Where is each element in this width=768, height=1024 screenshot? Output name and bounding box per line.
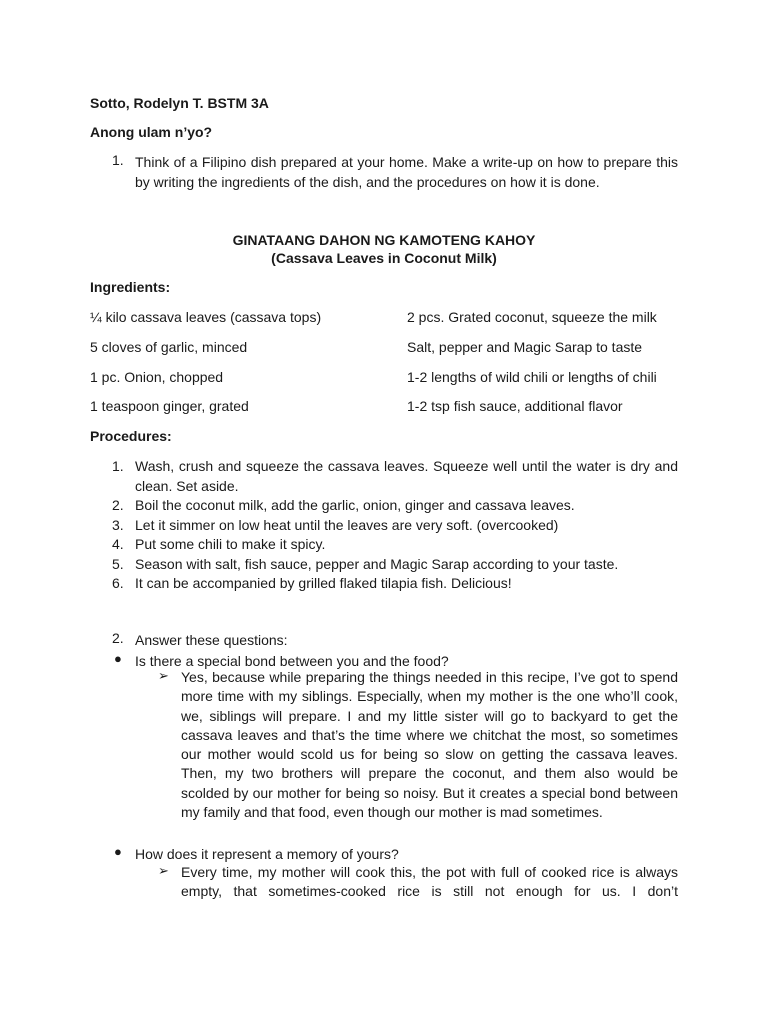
bullet-icon: ●	[114, 651, 122, 666]
ingredient-right-3: 1-2 lengths of wild chili or lengths of chili	[407, 369, 657, 385]
arrowhead-bullet-icon: ➢	[158, 863, 169, 878]
ingredient-right-2: Salt, pepper and Magic Sarap to taste	[407, 339, 643, 355]
question-1-text: Is there a special bond between you and the food?	[135, 653, 449, 669]
recipe-subtitle: (Cassava Leaves in Coconut Milk)	[271, 250, 497, 266]
ingredient-right-1: 2 pcs. Grated coconut, squeeze the milk	[407, 309, 657, 325]
procedure-step	[90, 496, 678, 516]
document-heading: Anong ulam n’yo?	[90, 124, 213, 140]
task-2-text: Answer these questions:	[135, 632, 288, 648]
procedure-step	[90, 535, 678, 555]
answer-1-text: Yes, because while preparing the things needed in this recipe, I’ve got to spend more time with my siblings. Especially, when my mother is the one who’ll cook, we, siblings will prepare. I and my little sister will go to backyard to get the cassava leaves and that’s the time where we chitchat the most, so sometimes our mother would scold us for being so slow on getting the cassava leaves. Then, my two brothers will prepare the coconut, and them also would be scolded by our mother for being so noisy. But it creates a special bond between my family and that food, even though our mother is mad sometimes.	[181, 669, 678, 821]
arrowhead-bullet-icon: ➢	[158, 668, 169, 683]
ingredient-left-4: 1 teaspoon ginger, grated	[90, 398, 249, 414]
answer-1	[158, 668, 678, 822]
question-2-bullet	[90, 844, 678, 864]
step-text: It can be accompanied by grilled flaked tilapia fish. Delicious!	[135, 575, 512, 591]
step-number: 6.	[112, 575, 124, 591]
answer-2	[158, 863, 678, 921]
ingredient-left-3: 1 pc. Onion, chopped	[90, 369, 224, 385]
procedures-list	[90, 457, 678, 594]
task-2-item	[90, 630, 678, 650]
step-text: Wash, crush and squeeze the cassava leaves. Squeeze well until the water is dry and clean. Set aside.	[135, 458, 678, 494]
ingredients-heading: Ingredients:	[90, 279, 171, 295]
task-1-item	[90, 152, 678, 192]
step-number: 3.	[112, 516, 124, 533]
ingredient-left-2: 5 cloves of garlic, minced	[90, 339, 248, 355]
step-text: Let it simmer on low heat until the leaves are very soft. (overcooked)	[135, 516, 559, 533]
task-1-number: 1.	[112, 152, 124, 168]
step-number: 4.	[112, 536, 124, 552]
task-1-text: Think of a Filipino dish prepared at your home. Make a write-up on how to prepare this by writing the ingredients of the dish, and the procedures on how it is done.	[135, 154, 678, 190]
recipe-title: GINATAANG DAHON NG KAMOTENG KAHOY	[232, 232, 536, 248]
bullet-icon: ●	[114, 844, 122, 859]
procedure-step	[90, 457, 678, 496]
ingredient-right-4: 1-2 tsp fish sauce, additional flavor	[407, 398, 623, 414]
answer-2-text: Every time, my mother will cook this, the pot with full of cooked rice is always empty, that sometimes-cooked rice is still not enough for us. I don’t	[181, 864, 678, 900]
procedure-step	[90, 516, 678, 536]
ingredient-left-1: ¼ kilo cassava leaves (cassava tops)	[90, 309, 322, 325]
procedure-step	[90, 555, 678, 575]
student-name-line: Sotto, Rodelyn T. BSTM 3A	[90, 95, 269, 111]
step-text: Put some chili to make it spicy.	[135, 536, 326, 552]
procedure-step	[90, 574, 678, 594]
step-number: 5.	[112, 555, 124, 572]
step-number: 1.	[112, 458, 124, 474]
question-2-text: How does it represent a memory of yours?	[135, 846, 399, 862]
step-text: Season with salt, fish sauce, pepper and Magic Sarap according to your taste.	[135, 555, 619, 572]
step-text: Boil the coconut milk, add the garlic, onion, ginger and cassava leaves.	[135, 497, 575, 513]
procedures-heading: Procedures:	[90, 428, 172, 444]
step-number: 2.	[112, 497, 124, 513]
task-2-number: 2.	[112, 630, 124, 646]
